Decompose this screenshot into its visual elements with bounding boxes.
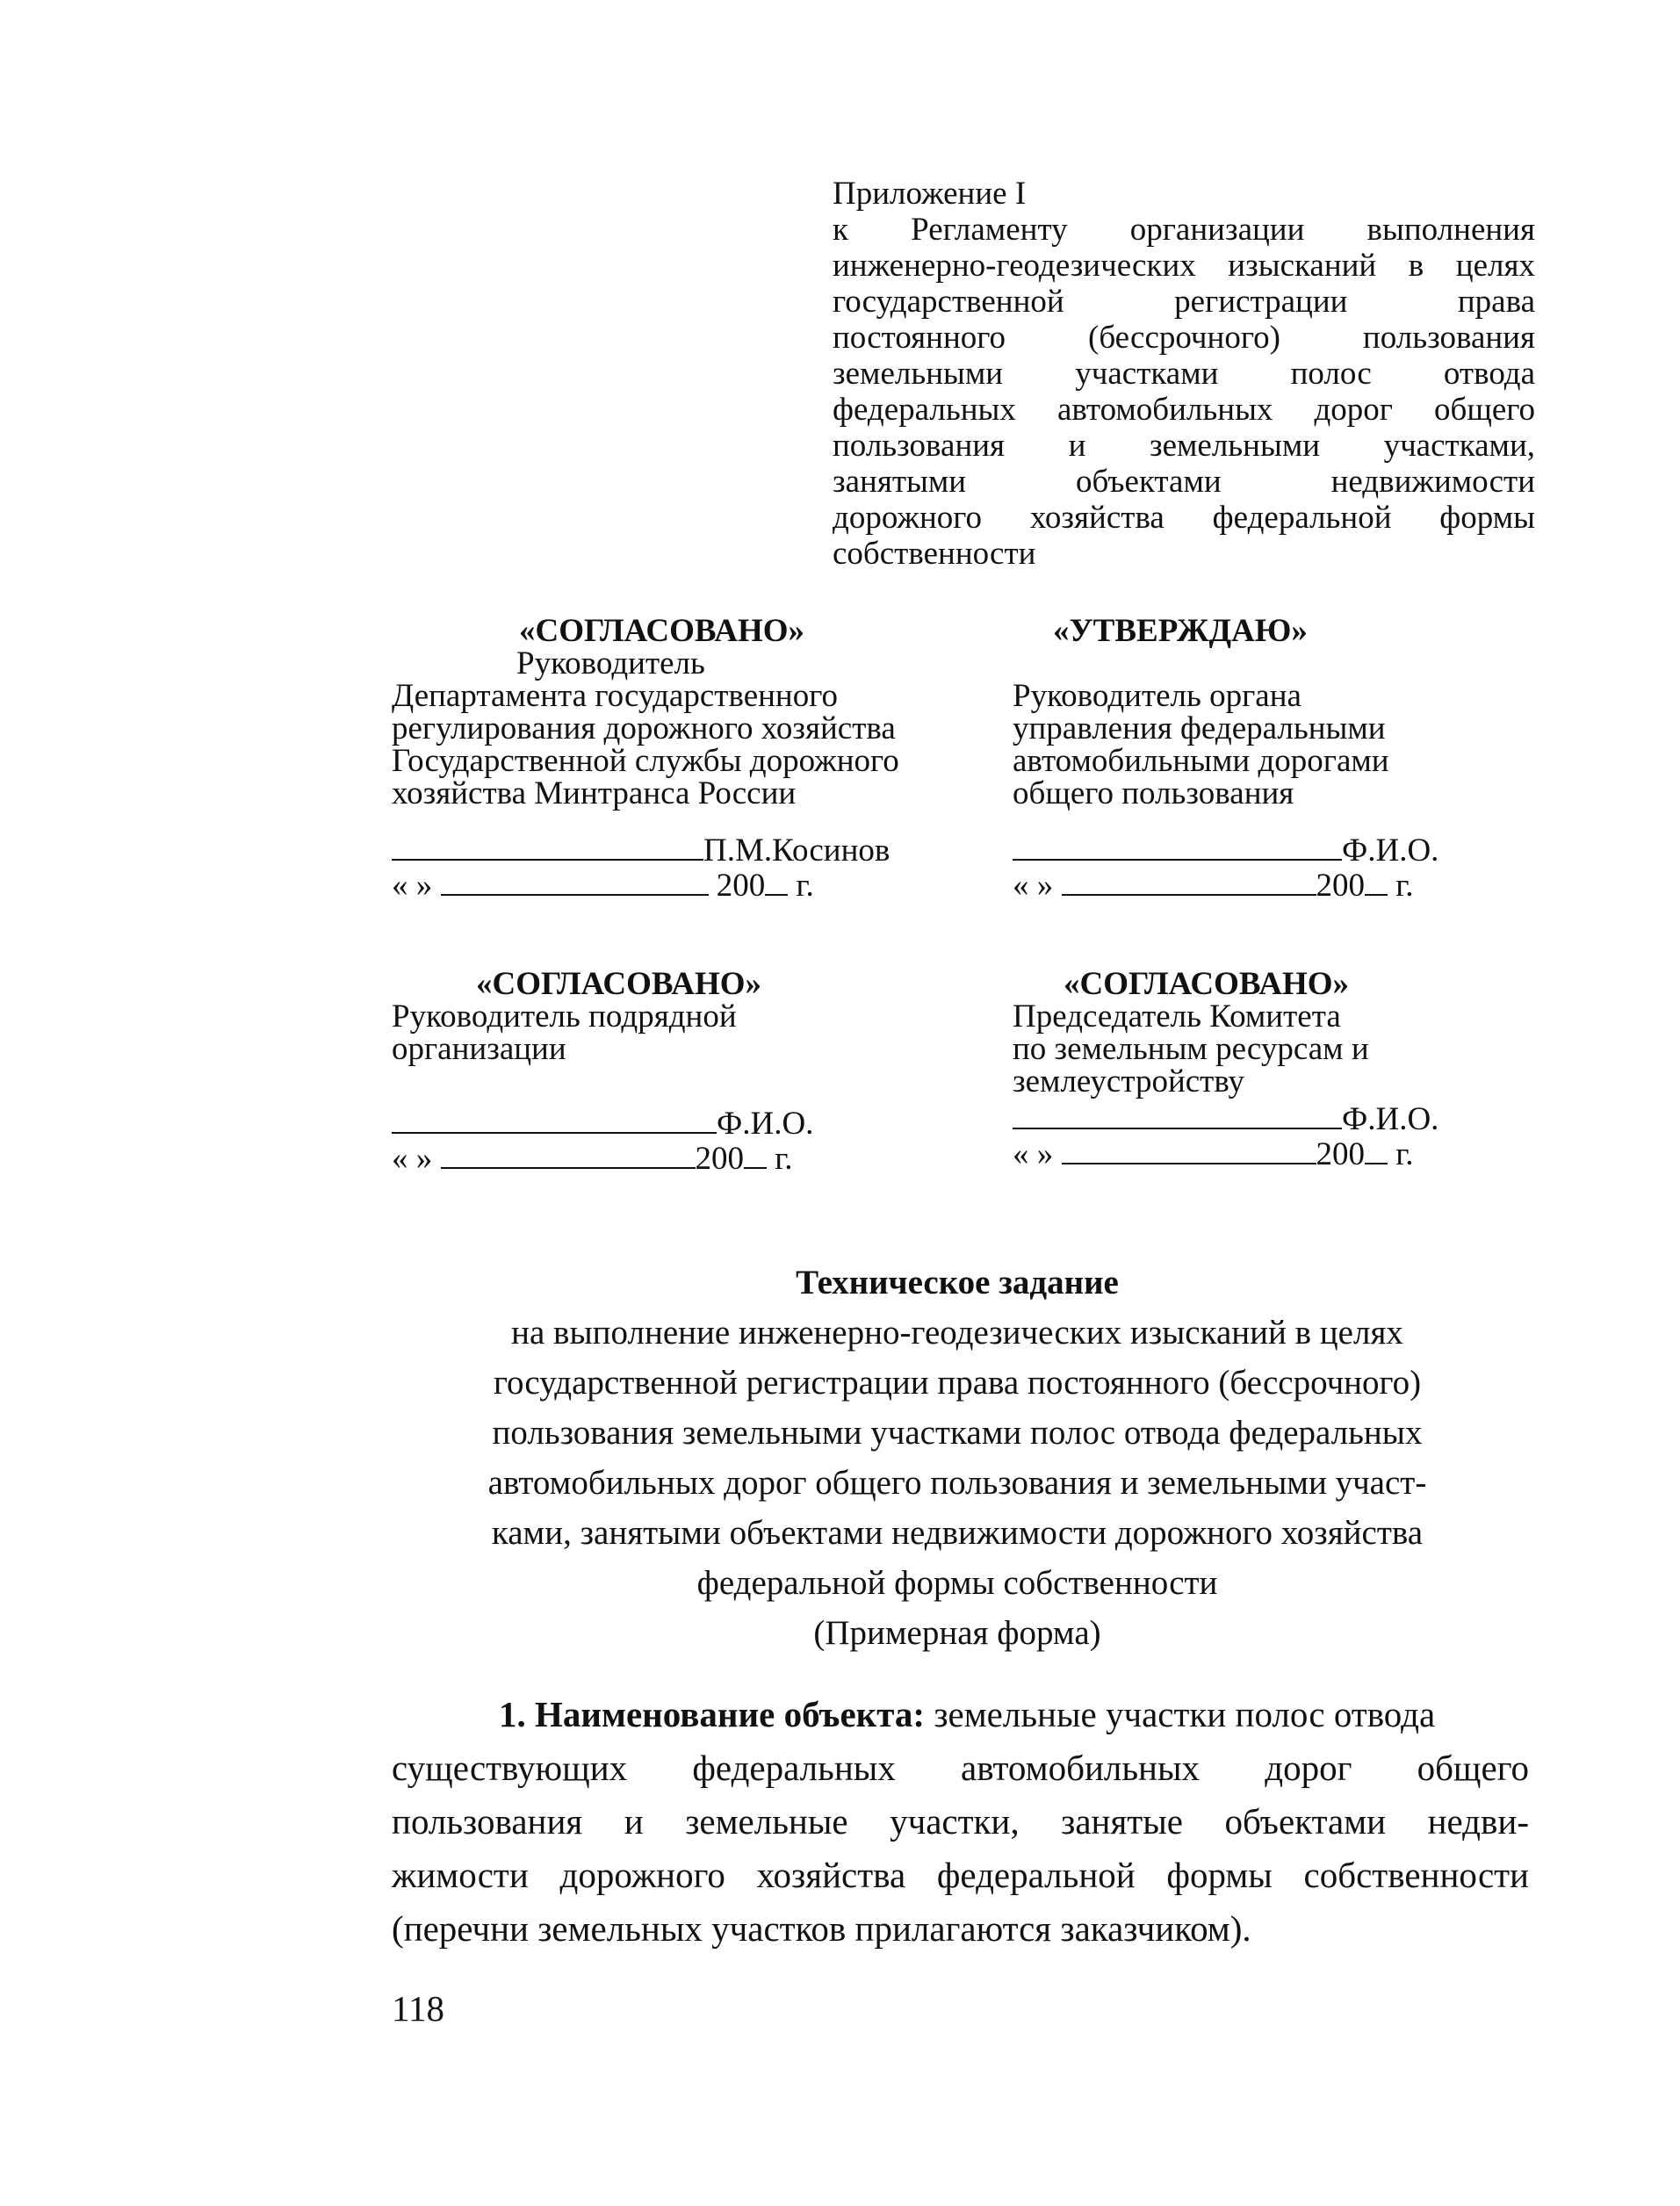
section-text-line: жимости дорожного хозяйства федеральной формы собственности bbox=[392, 1855, 1529, 1895]
section-text: земельные участки полос отвода bbox=[925, 1694, 1436, 1734]
appendix-line: к Регламенту организации выполнения bbox=[833, 212, 1535, 248]
appendix-line: государственной регистрации права bbox=[833, 284, 1535, 320]
section-text-line: существующих федеральных автомобильных дорог общего bbox=[392, 1748, 1529, 1788]
date-line bbox=[392, 869, 954, 905]
approval-position: хозяйства Минтранса России bbox=[392, 775, 797, 811]
approval-heading: «УТВЕРЖДАЮ» bbox=[1053, 613, 1308, 649]
signer-name: Ф.И.О. bbox=[1342, 833, 1439, 869]
date-year: 200 bbox=[1316, 1136, 1365, 1172]
appendix-line: занятыми объектами недвижимости bbox=[833, 464, 1535, 500]
signature-line bbox=[1013, 834, 1557, 869]
document-subtitle-line: государственной регистрации права постоянного (бессрочного) bbox=[493, 1364, 1422, 1402]
approval-position: автомобильными дорогами bbox=[1013, 743, 1389, 779]
signature-blank bbox=[392, 1107, 717, 1134]
date-line bbox=[1013, 1138, 1557, 1173]
signer-name: Ф.И.О. bbox=[717, 1106, 814, 1142]
document-subtitle-line: ками, занятыми объектами недвижимости дорожного хозяйства bbox=[491, 1514, 1424, 1552]
date-line bbox=[1013, 869, 1557, 905]
appendix-line: собственности bbox=[833, 536, 1036, 572]
form-type-note: (Примерная форма) bbox=[813, 1614, 1101, 1652]
appendix-line: дорожного хозяйства федеральной формы bbox=[833, 500, 1535, 536]
signature-line bbox=[392, 1107, 954, 1143]
date-year-suffix: г. bbox=[1395, 1136, 1414, 1172]
date-year-suffix: г. bbox=[1395, 868, 1414, 904]
date-year: 200 bbox=[716, 868, 766, 904]
signature-blank bbox=[1013, 834, 1342, 861]
approval-position: регулирования дорожного хозяйства bbox=[392, 710, 896, 746]
date-quotes: « » bbox=[1013, 868, 1054, 904]
date-quotes: « » bbox=[392, 868, 433, 904]
date-year-suffix: г. bbox=[775, 1141, 793, 1177]
signature-blank bbox=[1013, 1103, 1342, 1129]
approval-approved-authority bbox=[1013, 615, 1557, 905]
section-text-line: (перечни земельных участков прилагаются заказчиком). bbox=[392, 1908, 1251, 1949]
approval-position: Руководитель подрядной bbox=[392, 998, 737, 1035]
year-blank bbox=[744, 1143, 767, 1169]
approval-agreed-land-committee bbox=[1013, 968, 1557, 1173]
document-subtitle-line: на выполнение инженерно-геодезических изысканий в целях bbox=[511, 1314, 1403, 1352]
approval-position: Руководитель органа bbox=[1013, 678, 1301, 714]
approval-position: общего пользования bbox=[1013, 775, 1294, 811]
approval-position: Департамента государственного bbox=[392, 678, 838, 714]
approval-position: землеустройству bbox=[1013, 1063, 1245, 1099]
approval-heading: «СОГЛАСОВАНО» bbox=[519, 613, 805, 649]
section-first-line bbox=[392, 1688, 1529, 1741]
signature-line bbox=[1013, 1103, 1557, 1138]
section-text-line: пользования и земельные участки, занятые объектами недви- bbox=[392, 1801, 1529, 1842]
appendix-line: постоянного (бессрочного) пользования bbox=[833, 320, 1535, 356]
date-line bbox=[392, 1143, 954, 1178]
appendix-header bbox=[833, 176, 1535, 572]
date-blank bbox=[441, 869, 709, 896]
date-blank bbox=[1062, 1138, 1316, 1164]
appendix-line: земельными участками полос отвода bbox=[833, 356, 1535, 392]
section-label: 1. Наименование объекта: bbox=[499, 1694, 926, 1734]
date-quotes: « » bbox=[1013, 1136, 1054, 1172]
appendix-line: Приложение I bbox=[833, 176, 1027, 212]
appendix-line: инженерно-геодезических изысканий в целях bbox=[833, 248, 1535, 284]
date-blank bbox=[441, 1143, 696, 1169]
section-object-name bbox=[392, 1688, 1529, 1956]
document-subtitle-line: пользования земельными участками полос отвода федеральных bbox=[492, 1414, 1423, 1452]
signer-name: Ф.И.О. bbox=[1342, 1101, 1439, 1137]
signature-line bbox=[392, 834, 954, 869]
approval-agreed-contractor bbox=[392, 968, 954, 1178]
approval-position: организации bbox=[392, 1031, 566, 1067]
approval-heading: «СОГЛАСОВАНО» bbox=[476, 966, 762, 1002]
signer-name: П.М.Косинов bbox=[703, 833, 890, 869]
date-year: 200 bbox=[1316, 868, 1365, 904]
document-subtitle-line: автомобильных дорог общего пользования и земельными участ- bbox=[487, 1464, 1427, 1502]
appendix-line: пользования и земельными участками, bbox=[833, 428, 1535, 464]
date-year: 200 bbox=[695, 1141, 744, 1177]
date-year-suffix: г. bbox=[796, 868, 814, 904]
year-blank bbox=[765, 869, 788, 896]
year-blank bbox=[1365, 869, 1388, 896]
document-title: Техническое задание bbox=[796, 1264, 1119, 1301]
date-quotes: « » bbox=[392, 1141, 433, 1177]
date-blank bbox=[1062, 869, 1316, 896]
approval-agreed-department bbox=[392, 615, 954, 905]
approval-position: Руководитель bbox=[516, 645, 705, 681]
approval-position: Председатель Комитета bbox=[1013, 998, 1341, 1035]
approval-heading: «СОГЛАСОВАНО» bbox=[1064, 966, 1350, 1002]
document-subtitle-line: федеральной формы собственности bbox=[696, 1564, 1218, 1602]
year-blank bbox=[1365, 1138, 1388, 1164]
appendix-line: федеральных автомобильных дорог общего bbox=[833, 392, 1535, 428]
page-number: 118 bbox=[392, 1988, 444, 2029]
document-title-block bbox=[369, 1258, 1546, 1658]
approval-position: Государственной службы дорожного bbox=[392, 743, 899, 779]
signature-blank bbox=[392, 834, 703, 861]
approval-position: управления федеральными bbox=[1013, 710, 1386, 746]
approval-position: по земельным ресурсам и bbox=[1013, 1031, 1369, 1067]
